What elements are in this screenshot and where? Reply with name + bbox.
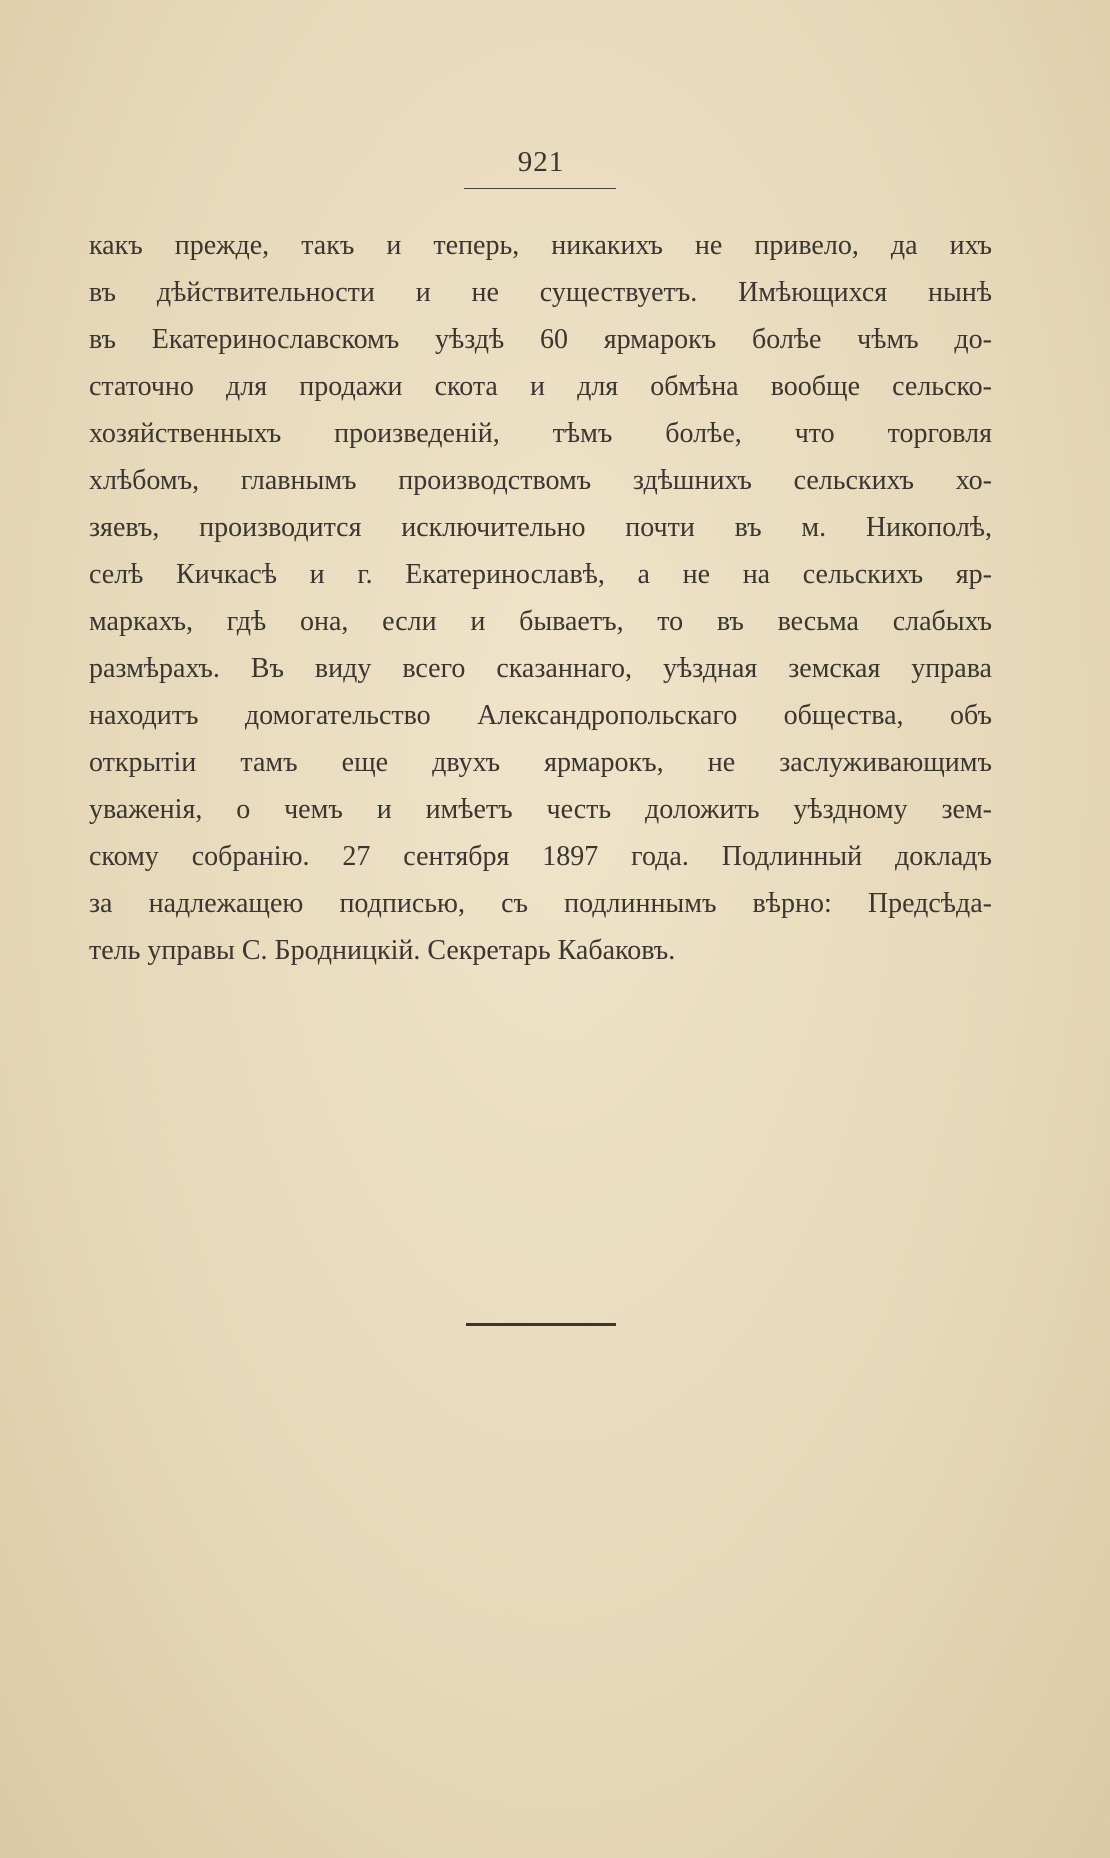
text-line: уваженія, о чемъ и имѣетъ честь доложить уѣздному зем- xyxy=(89,794,992,825)
text-line: хозяйственныхъ произведеній, тѣмъ болѣе, что торговля xyxy=(89,418,992,449)
text-line: въ Екатеринославскомъ уѣздѣ 60 ярмарокъ болѣе чѣмъ до- xyxy=(89,324,992,355)
page-number: 921 xyxy=(517,146,565,178)
text-line: селѣ Кичкасѣ и г. Екатеринославѣ, а не на сельскихъ яр- xyxy=(89,559,992,590)
text-line: маркахъ, гдѣ она, если и бываетъ, то въ весьма слабыхъ xyxy=(89,606,992,637)
text-line: находитъ домогательство Александропольскаго общества, объ xyxy=(89,700,992,731)
text-line: тель управы С. Бродницкій. Секретарь Кабаковъ. xyxy=(89,935,676,966)
text-line: скому собранію. 27 сентября 1897 года. Подлинный докладъ xyxy=(89,841,992,872)
header-rule xyxy=(464,188,616,189)
text-line: статочно для продажи скота и для обмѣна вообще сельско- xyxy=(89,371,992,402)
text-line: какъ прежде, такъ и теперь, никакихъ не привело, да ихъ xyxy=(89,230,992,261)
text-line: размѣрахъ. Въ виду всего сказаннаго, уѣздная земская управа xyxy=(89,653,992,684)
end-rule xyxy=(466,1323,616,1326)
text-line: открытіи тамъ еще двухъ ярмарокъ, не заслуживающимъ xyxy=(89,747,992,778)
body-paragraph xyxy=(89,222,992,974)
text-line: хлѣбомъ, главнымъ производствомъ здѣшнихъ сельскихъ хо- xyxy=(89,465,992,496)
text-line: за надлежащею подписью, съ подлиннымъ вѣрно: Предсѣда- xyxy=(89,888,992,919)
text-line: въ дѣйствительности и не существуетъ. Имѣющихся нынѣ xyxy=(89,277,992,308)
text-line: зяевъ, производится исключительно почти въ м. Никополѣ, xyxy=(89,512,992,543)
